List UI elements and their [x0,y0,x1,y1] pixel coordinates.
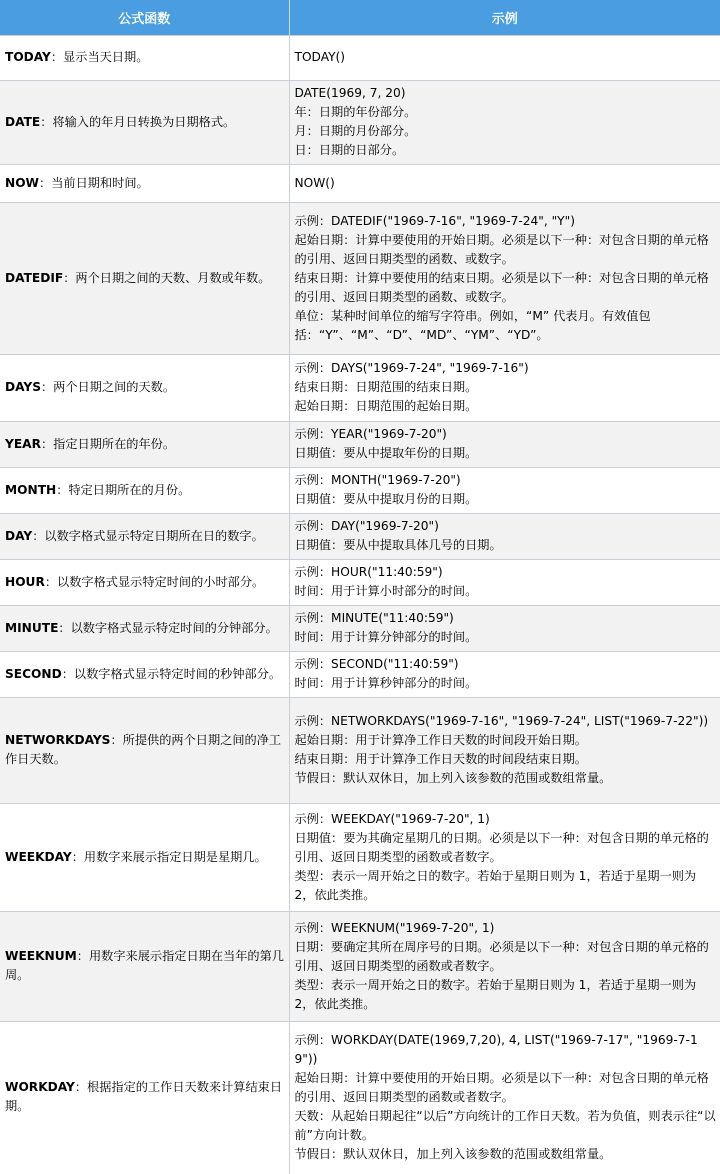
example-cell [289,165,720,203]
example-line: 节假日：默认双休日，加上列入该参数的范围或数组常量。 [294,771,612,785]
example-line: 示例：DAY("1969-7-20") [294,519,439,533]
example-line: DATE(1969, 7, 20) [294,86,406,100]
example-line: 月：日期的月份部分。 [294,124,417,138]
table-row [0,165,720,203]
function-description: ：用数字来展示指定日期在当年的第几周。 [5,949,284,982]
example-line: 类型：表示一周开始之日的数字。若始于星期日则为 1，若适于星期一则为2，依此类推。 [294,977,697,1011]
example-cell [289,1022,720,1174]
function-name: NETWORKDAYS [5,733,111,747]
example-line: 示例：DAYS("1969-7-24", "1969-7-16") [294,361,529,375]
example-cell [289,606,720,652]
example-line: 年：日期的年份部分。 [294,105,417,119]
example-line: 示例：SECOND("11:40:59") [294,657,459,671]
example-line: 示例：WEEKNUM("1969-7-20", 1) [294,920,495,935]
example-line: 结束日期：用于计算净工作日天数的时间段结束日期。 [294,752,587,766]
example-line: 日期：要确定其所在周序号的日期。必须是以下一种：对包含日期的单元格的引用、返回日期类型的函数或者数字。 [294,939,709,973]
example-line: 时间：用于计算分钟部分的时间。 [294,630,478,644]
formula-cell [0,606,289,652]
example-line: 结束日期：日期范围的结束日期。 [294,380,478,394]
example-line: 示例：MONTH("1969-7-20") [294,473,461,487]
example-cell [289,355,720,422]
formula-cell [0,1022,289,1174]
example-cell [289,81,720,165]
formula-cell [0,560,289,606]
formula-cell [0,203,289,355]
example-line: 日期值：要从中提取具体几号的日期。 [294,538,502,552]
function-description: ：以数字格式显示特定时间的分钟部分。 [58,620,278,635]
example-line: 日期值：要从中提取月份的日期。 [294,492,478,506]
column-header-formula: 公式函数 [0,0,289,36]
example-cell [289,804,720,912]
function-name: YEAR [5,436,41,451]
function-description: ：指定日期所在的年份。 [40,436,176,451]
example-line: 天数：从起始日期起往“以后”方向统计的工作日天数。若为负值，则表示往“以前”方向计数。 [294,1108,716,1142]
example-cell [289,698,720,804]
formula-cell [0,36,289,81]
example-line: 示例：DATEDIF("1969-7-16", "1969-7-24", "Y") [294,213,575,228]
example-cell [289,560,720,606]
table-row [0,606,720,652]
formula-cell [0,165,289,203]
example-line: 类型：表示一周开始之日的数字。若始于星期日则为 1，若适于星期一则为2，依此类推。 [294,868,697,902]
function-name: WEEKNUM [5,949,77,963]
example-line: 起始日期：计算中要使用的开始日期。必须是以下一种：对包含日期的单元格的引用、返回日期类型的函数或者数字。 [294,1070,709,1104]
example-line: 节假日：默认双休日，加上列入该参数的范围或数组常量。 [294,1146,612,1161]
table-body [0,36,720,1174]
table-row [0,652,720,698]
function-name: SECOND [5,666,62,681]
function-name: MINUTE [5,620,59,635]
example-line: 示例：WEEKDAY("1969-7-20", 1) [294,811,490,826]
formula-cell [0,355,289,422]
example-cell [289,468,720,514]
function-name: DAY [5,528,33,543]
example-line: 示例：HOUR("11:40:59") [294,565,443,579]
function-description: ：以数字格式显示特定日期所在日的数字。 [32,528,264,543]
function-description: ：用数字来展示指定日期是星期几。 [71,849,267,864]
formula-cell [0,422,289,468]
table-row [0,698,720,804]
example-cell [289,514,720,560]
formula-cell [0,468,289,514]
example-line: TODAY() [294,50,346,64]
table-row [0,912,720,1022]
example-line: NOW() [294,175,335,190]
table-row [0,81,720,165]
example-line: 起始日期：日期范围的起始日期。 [294,399,478,413]
function-name: WORKDAY [5,1080,75,1095]
function-name: HOUR [5,574,45,589]
table-row [0,804,720,912]
example-line: 结束日期：计算中要使用的结束日期。必须是以下一种：对包含日期的单元格的引用、返回日期类型的函数、或数字。 [294,270,709,304]
table-row [0,36,720,81]
table-row [0,468,720,514]
function-name: DATE [5,114,41,129]
formula-cell [0,804,289,912]
example-line: 时间：用于计算秒钟部分的时间。 [294,676,478,690]
table-row [0,203,720,355]
example-line: 示例：NETWORKDAYS("1969-7-16", "1969-7-24", LIST("1969-7-22")) [294,714,709,728]
formula-cell [0,514,289,560]
example-line: 日：日期的日部分。 [294,143,405,157]
function-name: DAYS [5,380,41,394]
function-description: ：以数字格式显示特定时间的小时部分。 [44,574,265,589]
function-description: ：根据指定的工作日天数来计算结束日期。 [5,1080,283,1114]
function-description: ：当前日期和时间。 [39,175,149,190]
function-name: MONTH [5,482,57,497]
table-row [0,1022,720,1174]
table-row [0,560,720,606]
function-description: ：将输入的年月日转换为日期格式。 [40,114,236,129]
example-line: 单位：某种时间单位的缩写字符串。例如，“M” 代表月。有效值包括：“Y”、“M”、“D”、“MD”、“YM”、“YD”。 [294,308,651,342]
example-line: 时间：用于计算小时部分的时间。 [294,584,478,598]
function-name: TODAY [5,50,51,64]
example-cell [289,203,720,355]
function-name: WEEKDAY [5,849,72,864]
function-name: NOW [5,175,40,190]
example-cell [289,422,720,468]
formula-cell [0,698,289,804]
function-description: ：所提供的两个日期之间的净工作日天数。 [5,733,282,766]
function-description: ：显示当天日期。 [50,50,149,64]
function-description: ：特定日期所在的月份。 [56,482,191,497]
example-line: 日期值：要为其确定星期几的日期。必须是以下一种：对包含日期的单元格的引用、返回日期类型的函数或者数字。 [294,830,709,864]
function-description: ：以数字格式显示特定时间的秒钟部分。 [61,666,282,681]
example-cell [289,912,720,1022]
function-name: DATEDIF [5,270,64,285]
table-header-row [0,0,720,36]
table-row [0,355,720,422]
function-description: ：两个日期之间的天数。 [40,380,176,394]
formula-cell [0,912,289,1022]
example-cell [289,652,720,698]
table-row [0,514,720,560]
example-line: 起始日期：计算中要使用的开始日期。必须是以下一种：对包含日期的单元格的引用、返回日期类型的函数、或数字。 [294,232,709,266]
example-cell [289,36,720,81]
table-row [0,422,720,468]
example-line: 起始日期：用于计算净工作日天数的时间段开始日期。 [294,733,587,747]
formula-cell [0,652,289,698]
formula-cell [0,81,289,165]
example-line: 示例：MINUTE("11:40:59") [294,611,454,625]
example-line: 示例：WORKDAY(DATE(1969,7,20), 4, LIST("1969-7-17", "1969-7-19")) [294,1032,698,1066]
column-header-example: 示例 [289,0,720,36]
example-line: 日期值：要从中提取年份的日期。 [294,446,478,460]
function-description: ：两个日期之间的天数、月数或年数。 [63,270,271,285]
example-line: 示例：YEAR("1969-7-20") [294,427,447,441]
